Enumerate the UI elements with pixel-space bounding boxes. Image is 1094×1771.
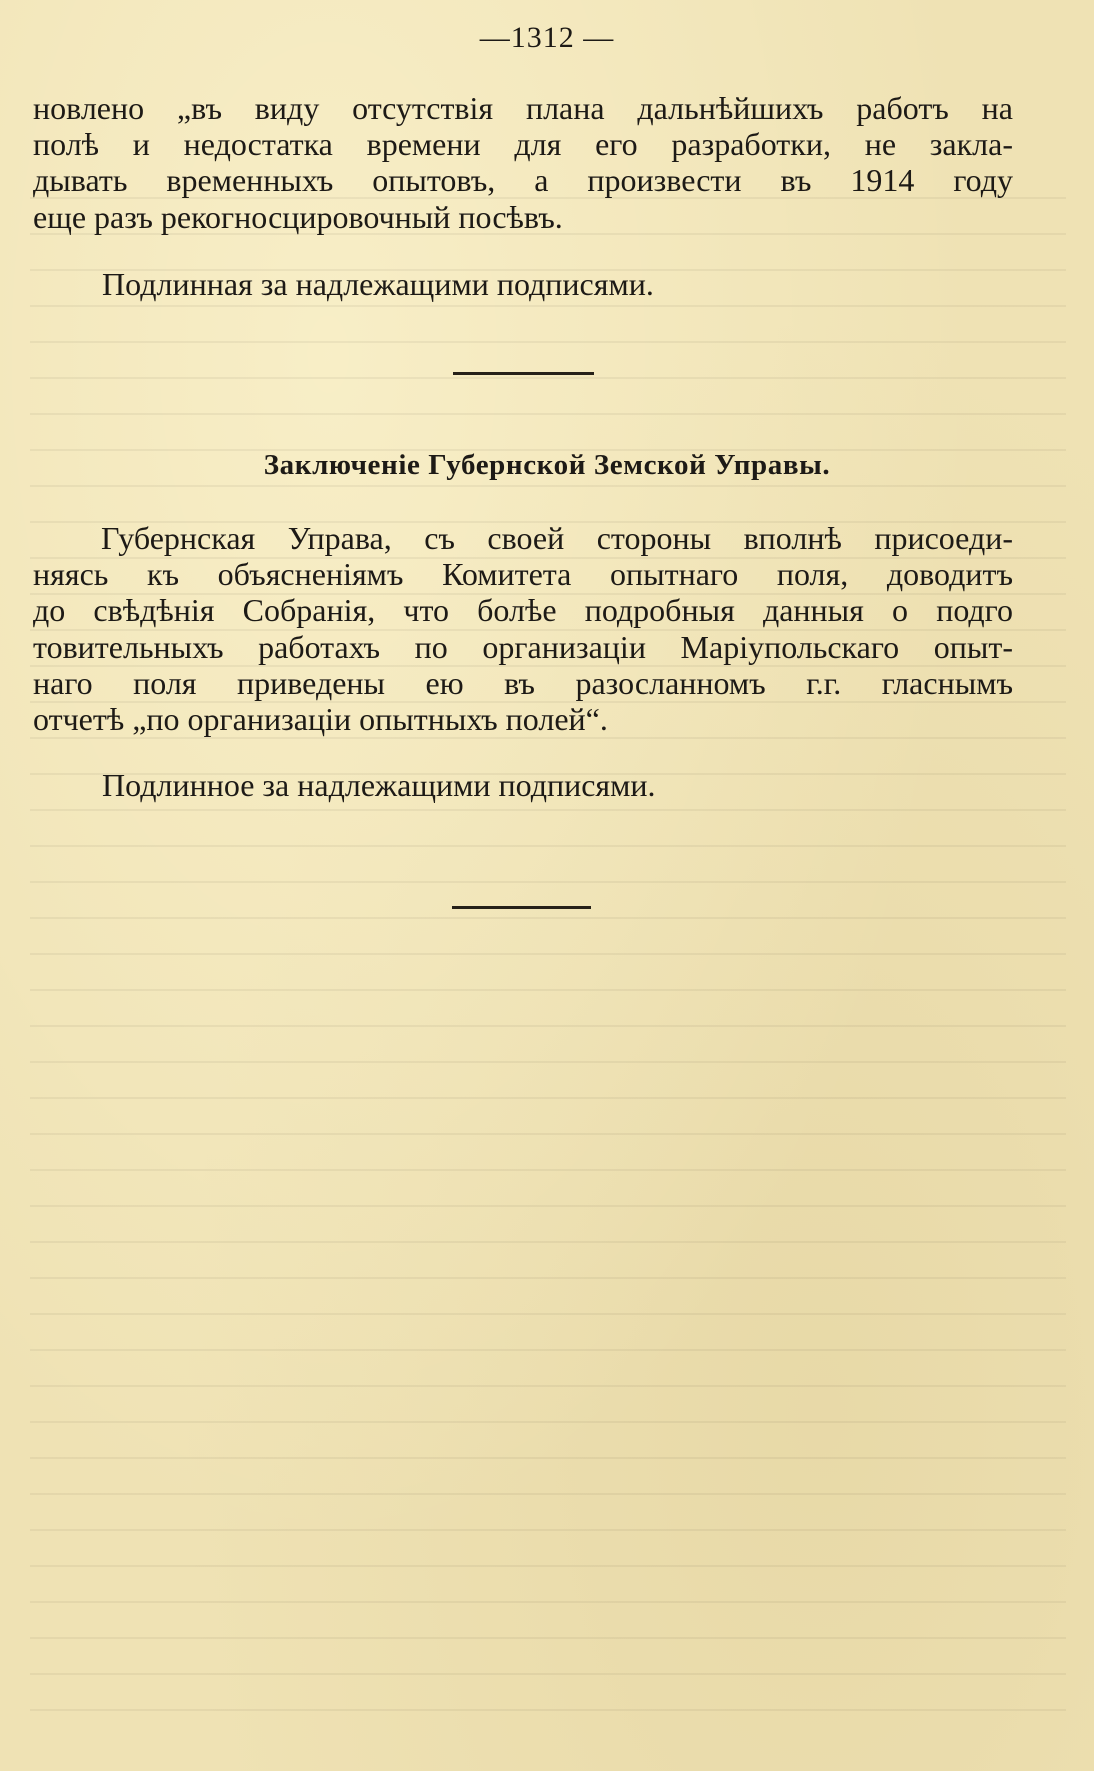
paragraph-line: до свѣдѣнія Собранія, что болѣе подробныя данныя о подго: [33, 592, 1013, 629]
page-number: —1312 —: [479, 21, 615, 54]
paragraph-line: наго поля приведены ею въ разосланномъ г.г. гласнымъ: [33, 664, 1013, 701]
section-heading: Заключеніе Губернской Земской Управы.: [263, 449, 831, 481]
section-divider-bottom: [452, 906, 591, 909]
paragraph-conclusion: [33, 520, 1013, 737]
paragraph-line: товительныхъ работахъ по организаціи Маріупольскаго опыт-: [33, 628, 1013, 665]
signature-note-second: Подлинное за надлежащими подписями.: [102, 767, 656, 803]
reverse-side-bleed-through: [30, 180, 1066, 1711]
paragraph-line: новлено „въ виду отсутствія плана дальнѣйшихъ работъ на: [33, 90, 1013, 126]
paragraph-continuation: [33, 90, 1013, 235]
paragraph-line: отчетѣ „по организаціи опытныхъ полей“.: [33, 701, 608, 738]
section-divider-top: [453, 372, 594, 375]
paragraph-line: Губернская Управа, съ своей стороны вполнѣ присоеди-: [101, 520, 1013, 556]
signature-note-first: Подлинная за надлежащими подписями.: [102, 266, 654, 302]
paragraph-line: еще разъ рекогносцировочный посѣвъ.: [33, 198, 563, 235]
paragraph-line: дывать временныхъ опытовъ, а произвести въ 1914 году: [33, 162, 1013, 199]
paragraph-line: полѣ и недостатка времени для его разработки, не закла-: [33, 126, 1013, 163]
paragraph-line: няясь къ объясненіямъ Комитета опытнаго поля, доводитъ: [33, 556, 1013, 593]
